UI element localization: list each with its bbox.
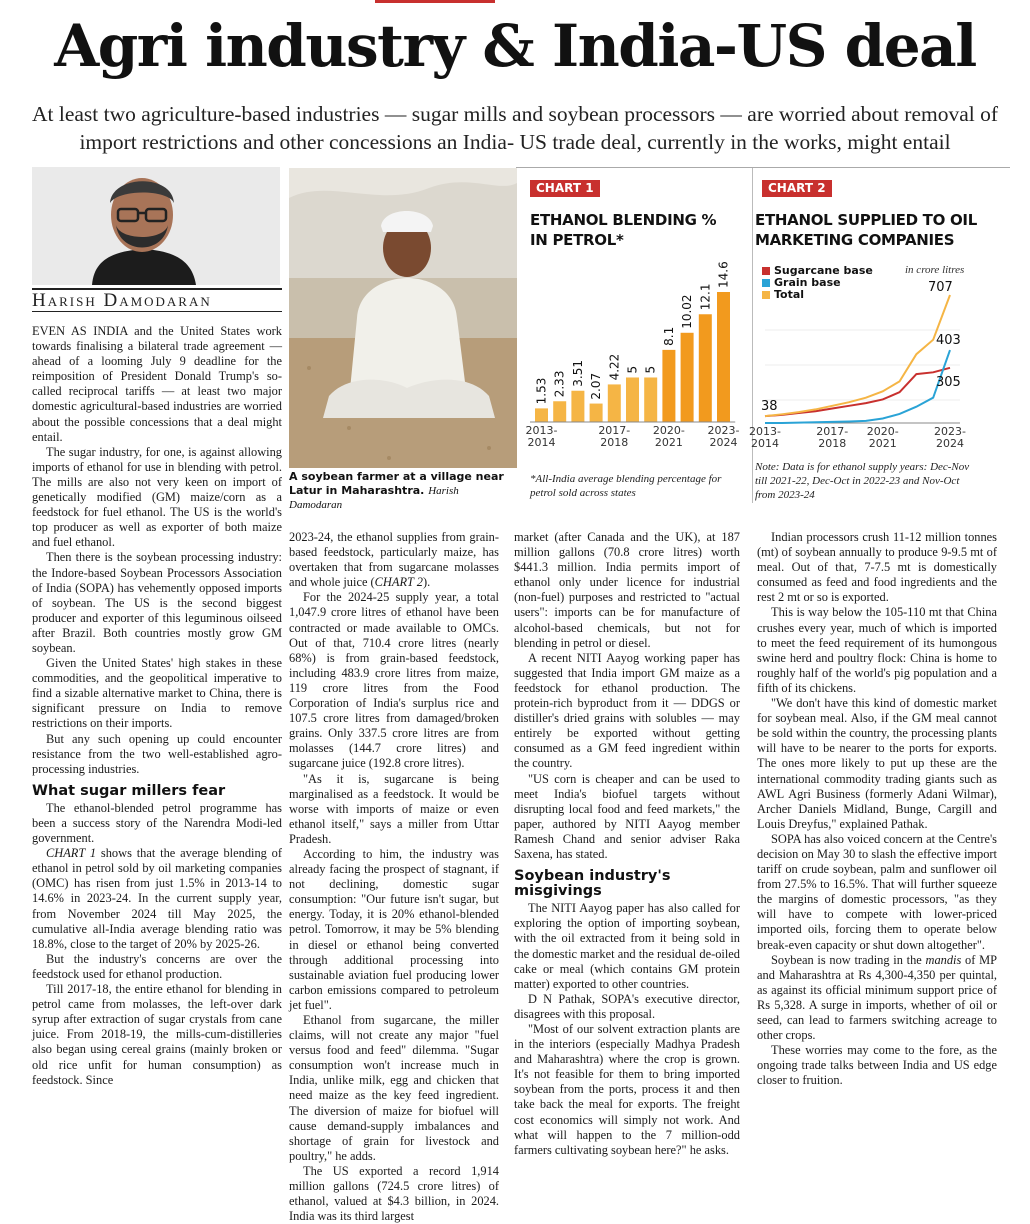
- x-tick-label: 2017-: [816, 425, 849, 438]
- bar-value-label: 12.1: [698, 283, 713, 311]
- x-tick-label: 2013-: [525, 424, 558, 437]
- subhead: What sugar millers fear: [32, 782, 226, 799]
- chart1-tag: CHART 1: [530, 180, 600, 197]
- x-tick-label: 2024: [936, 437, 964, 450]
- paragraph-text: shows that the average blending of ethanol in petrol sold by oil marketing companies (OMC) has risen from just 1.5% in 2013-14 to 14.6% in 2023-24. In the current supply year, from November 2024 till May 2025, the cumulative all-India average blending ratio was 18.8%, close to the target of 20% by 2025-26.: [32, 846, 283, 951]
- legend-label: Sugarcane base: [774, 264, 873, 277]
- byline: [32, 288, 282, 312]
- x-tick-label: 2021: [654, 436, 683, 449]
- bar-value-label: 5: [625, 365, 640, 374]
- paragraph: D N Pathak, SOPA's executive director, disagrees with this proposal.: [514, 991, 740, 1021]
- paragraph: For the 2024-25 supply year, a total 1,047.9 crore litres of ethanol have been contracted or made available to OMCs. Out of that, 710.4 crore litres (nearly 68%) is from grain-based feedstock, including 483.9 crore litres from maize, 119 crore litres from the Food Corporation of India's surplus rice and 107.5 crore litres from damaged/broken grains. Only 337.5 crore litres are from molasses (144.7 crore litres) and sugarcane juice (192.8 crore litres).: [289, 590, 499, 771]
- paragraph: These worries may come to the fore, as the ongoing trade talks between India and US edge closer to fruition.: [757, 1043, 997, 1088]
- bar-value-label: 8.1: [661, 326, 676, 346]
- paragraph: According to him, the industry was already facing the prospect of stagnant, if not declining, domestic sugar consumption: "Our future isn't sugar, but energy. Today, it is 20% ethanol-blended petrol. Tomorrow, it may be 5% blending in diesel or ethanol being converted through additional processing into sustainable aviation fuel producing lower carbon emissions compared to petroleum jet fuel".: [289, 846, 499, 1012]
- bar-value-label: 2.07: [589, 372, 604, 400]
- x-tick-label: 2014: [527, 436, 556, 449]
- bar: [535, 408, 548, 422]
- paragraph: Given the United States' high stakes in these commodities, and the geopolitical imperative to find a sizable alternative market to China, there is significant pressure on India to remove restrictions on their imports.: [32, 656, 282, 731]
- column-4: [757, 530, 997, 1087]
- paragraph: "We don't have this kind of domestic market for soybean meal. Also, if the GM meal cannot be sold within the country, the processing plants will have to be nearer to the ports for exports. The ones more likely to put up these are the international commodity trading giants such as AWL Agri Business (formerly Adani Wilmar), Archer Daniels Midland, Bunge, Cargill and Louis Dreyfus," explained Pathak.: [757, 696, 997, 831]
- paragraph: The US exported a record 1,914 million gallons (724.5 crore litres) of ethanol, valued at $4.3 billion, in 2024. India was its third largest: [289, 1163, 499, 1224]
- bar: [571, 391, 584, 422]
- paragraph: A recent NITI Aayog working paper has suggested that India import GM maize as a feedstock for ethanol production. The protein-rich byproduct from it — DDGS or distiller's dried grains with solubles — may entirely be exported without getting consumed as a GM feed ingredient within the country.: [514, 650, 740, 771]
- bar-value-label: 14.6: [716, 261, 731, 288]
- paragraph: The sugar industry, for one, is against allowing imports of ethanol for use in blending with petrol. The mills are also not very keen on import of genetically modified (GM) maize/corn as a feedstock for fuel ethanol. The US is the world's top producer as well as exporter of both maize and fuel ethanol.: [32, 444, 282, 550]
- x-tick-label: 2024: [709, 436, 738, 449]
- bar: [681, 333, 694, 422]
- paragraph: "Most of our solvent extraction plants are in the interiors (especially Madhya Pradesh and Maharashtra) where the crop is grown. It's not feasible for them to bring imported soybean from the ports, process it and then take back the meal for exports. The freight cost economics will simply not work. And what will happen to the 7 million-odd farmers cultivating soybean here?" he asks.: [514, 1022, 740, 1157]
- chart-ref: CHART 2: [374, 575, 423, 590]
- bar: [644, 377, 657, 422]
- chart1-title: ETHANOL BLENDING % IN PETROL*: [530, 211, 717, 249]
- end-value-label: 403: [936, 333, 961, 349]
- bar-value-label: 5: [643, 365, 658, 374]
- paragraph: market (after Canada and the UK), at 187 million gallons (70.8 crore litres) worth $441.3 million. India permits import of ethanol only under licence for industrial (non-fuel) purposes and restricted to "actual users": imports can be for manufacture of alcohol-based chemicals, but not for blending in petrol or diesel.: [514, 530, 740, 650]
- paragraph: [757, 953, 997, 1044]
- bar-value-label: 3.51: [570, 360, 585, 387]
- start-value-label: 38: [761, 399, 778, 415]
- chart-ref: CHART 1: [46, 846, 97, 861]
- end-value-label: 707: [928, 280, 953, 295]
- x-tick-label: 2014: [751, 437, 779, 450]
- paragraph: This is way below the 105-110 mt that China crushes every year, much of which is imported to meet the feed requirement of its humongous swine herd and poultry flock: China is home to roughly half of the world's pig population and a fifth of its chickens.: [757, 605, 997, 695]
- chart2-note: Note: Data is for ethanol supply years: Dec-Nov till 2021-22, Dec-Oct in 2022-23 and Nov-Oct from 2023-24: [755, 461, 970, 501]
- x-tick-label: 2020-: [866, 425, 899, 438]
- bar: [590, 404, 603, 422]
- paragraph: The ethanol-blended petrol programme has been a success story of the Narendra Modi-led government.: [32, 800, 282, 846]
- bar: [626, 377, 639, 422]
- column-2: [289, 530, 499, 1224]
- bar-value-label: 2.33: [552, 370, 567, 398]
- x-tick-label: 2018: [818, 437, 847, 450]
- paragraph: Then there is the soybean processing industry: the Indore-based Soybean Processors Association of India (SOPA) has vehemently opposed imports of soybean. The US is the second biggest producer and exporter of this leguminous oilseed after Brazil. Both countries mostly grow GM soybean.: [32, 550, 282, 655]
- photo-credit: Harish Damodaran: [289, 485, 459, 511]
- subhead: Soybean industry's misgivings: [514, 868, 671, 900]
- paragraph: But any such opening up could encounter resistance from the two well-established agro-processing industries.: [32, 731, 282, 776]
- paragraph: [289, 530, 499, 590]
- bar: [699, 314, 712, 422]
- chart-divider: [752, 168, 753, 503]
- top-accent-bar: [375, 0, 495, 3]
- chart2-units: in crore litres: [905, 264, 965, 276]
- series-line: [765, 295, 950, 416]
- legend-label: Grain base: [774, 276, 841, 289]
- chart2-tag: CHART 2: [762, 180, 832, 197]
- x-tick-label: 2018: [600, 436, 629, 449]
- bar: [553, 401, 566, 422]
- farmer-photo: [289, 168, 517, 468]
- x-tick-label: 2020-: [652, 424, 685, 437]
- bar: [717, 292, 730, 422]
- paragraph: But the industry's concerns are over the feedstock used for ethanol production.: [32, 951, 282, 981]
- paragraph: Indian processors crush 11-12 million tonnes (mt) of soybean annually to produce 9-9.5 mt of meal. Out of that, 7-7.5 mt is domestically consumed as feed and food ingredients and the rest 2 mt or so is exported.: [757, 530, 997, 605]
- x-tick-label: 2013-: [749, 425, 781, 438]
- column-3: [514, 530, 740, 1157]
- paragraph: "US corn is cheaper and can be used to meet India's biofuel targets without disrupting local food and feed markets," the paper, authored by NITI Aayog member Ramesh Chand and senior adviser Raka Saxena, has stated.: [514, 771, 740, 861]
- paragraph: EVEN AS INDIA and the United States work towards finalising a bilateral trade agreement — ahead of a looming July 9 deadline for the reimposition of President Donald Trump's so-called reciprocal tariffs — at least two major domestic agricultural-based industries are worried about the possible concessions that a deal might entail.: [32, 324, 282, 444]
- x-tick-label: 2021: [868, 437, 897, 450]
- paragraph: SOPA has also voiced concern at the Centre's decision on May 30 to slash the effective import tariff on crude soybean, palm and sunflower oil from 27.5% to 16.5%. That will further squeeze the margins of domestic processors, "as they will have to compete with lower-priced imported oils, forcing them to operate below break-even capacity or shut down altogether".: [757, 831, 997, 952]
- x-tick-label: 2023-: [934, 425, 966, 438]
- series-line: [765, 368, 950, 416]
- bar: [608, 384, 621, 422]
- dek: At least two agriculture-based industries — sugar mills and soybean processors — are worried about removal of import restrictions and other concessions an India- US trade deal, currently in the works, might entail: [31, 102, 999, 154]
- end-value-label: 305: [936, 374, 961, 390]
- chart1-plot: [525, 261, 748, 462]
- paragraph: The NITI Aayog paper has also called for exploring the option of importing soybean, with the oil extracted from it being sold in the domestic market and the residual de-oiled cake or meal (which contains GM protein matter) exported to other countries.: [514, 901, 740, 991]
- author-name: Harish Damodaran: [32, 290, 212, 311]
- paragraph: Ethanol from sugarcane, the miller claims, will not create any major "fuel versus food and feed" dilemma. "Sugar consumption won't increase much in India, unlike milk, egg and chicken that need maize as the key feed ingredient. The diversion of maize for biofuel will cause demand-supply imbalances and shortage of grain for livestock and poultry," he adds.: [289, 1013, 499, 1163]
- bar-value-label: 1.53: [534, 377, 549, 405]
- chart1-note: *All-India average blending percentage for petrol sold across states: [530, 473, 722, 499]
- x-tick-label: 2017-: [598, 424, 631, 437]
- author-photo: [32, 167, 280, 285]
- emphasis: mandis: [925, 952, 962, 967]
- paragraph: [32, 846, 282, 952]
- photo-caption: [289, 470, 514, 512]
- paragraph-text: 2023-24, the ethanol supplies from grain-based feedstock, particularly maize, has overtaken that from sugarcane molasses and whole juice (: [289, 530, 499, 590]
- paragraph-text: ).: [422, 575, 431, 590]
- bar-value-label: 10.02: [680, 294, 695, 329]
- caption-text: A soybean farmer at a village near Latur in Maharashtra.: [289, 470, 504, 497]
- bar-value-label: 4.22: [607, 353, 622, 381]
- headline: Agri industry & India-US deal: [54, 12, 976, 80]
- paragraph-text: of MP and Maharashtra at Rs 4,300-4,350 per quintal, as against its official minimum support price of Rs 5,328. A surge in imports, whether of oil or seed, can lead to farmers switching acreage to other crops.: [757, 952, 997, 1043]
- chart2-title: ETHANOL SUPPLIED TO OIL MARKETING COMPANIES: [755, 211, 977, 249]
- legend-label: Total: [774, 288, 805, 301]
- paragraph: "As it is, sugarcane is being marginalised as a feedstock. It would be worse with imports of maize or even ethanol itself," says a miller from Uttar Pradesh.: [289, 771, 499, 846]
- column-1: [32, 324, 282, 1087]
- paragraph-text: Soybean is now trading in the: [771, 952, 926, 967]
- x-tick-label: 2023-: [707, 424, 740, 437]
- bar: [662, 350, 675, 422]
- paragraph: Till 2017-18, the entire ethanol for blending in petrol came from molasses, the left-over dark syrup after extraction of sugar crystals from cane juice. From 2018-19, the mills-cum-distilleries also began using cereal grains (mainly broken or old rice unfit for human consumption) as feedstock. Since: [32, 982, 282, 1087]
